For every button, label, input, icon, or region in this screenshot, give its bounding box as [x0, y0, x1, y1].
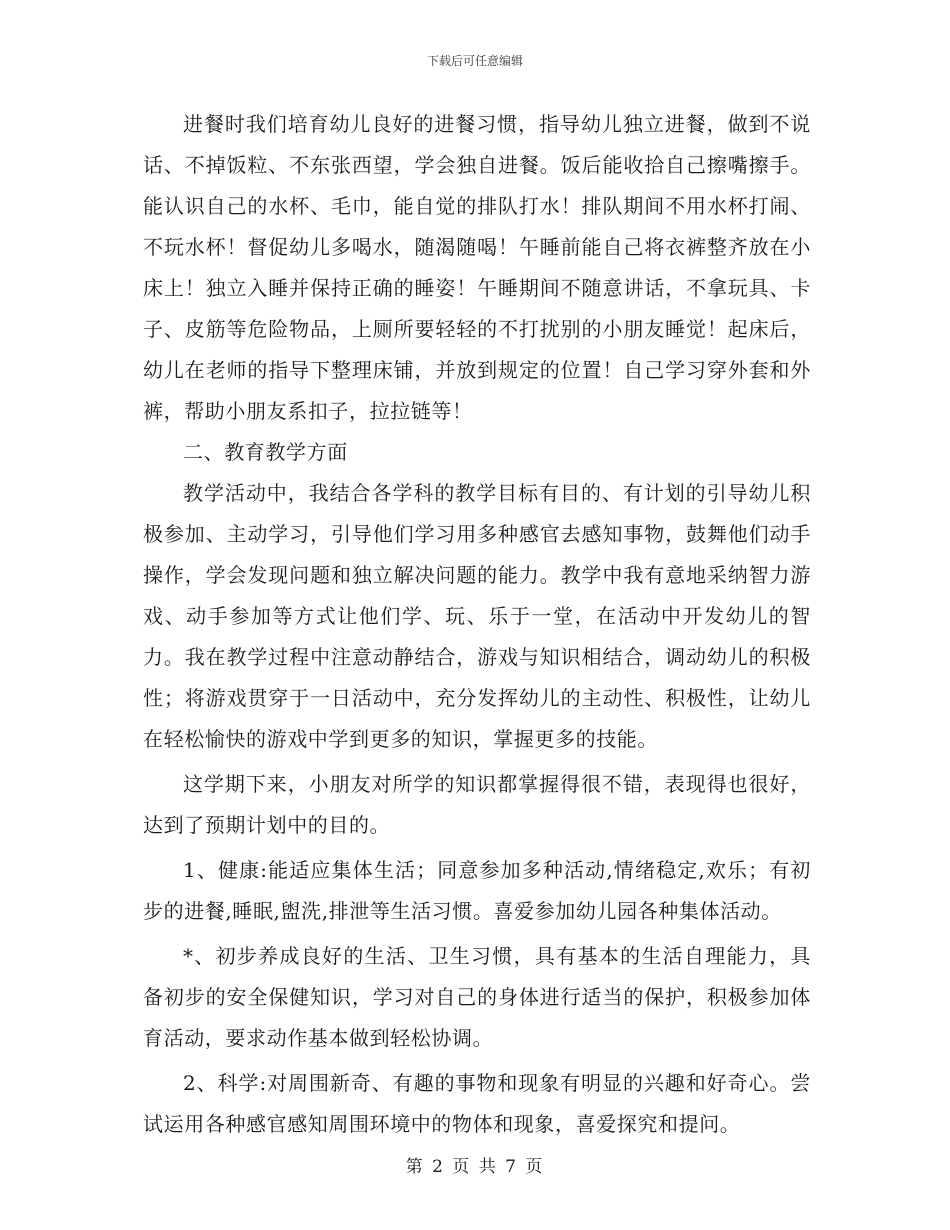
- paragraph-teaching-activities: 教学活动中，我结合各学科的教学目标有目的、有计划的引导幼儿积极参加、主动学习，引导他们学习用多种感官去感知事物，鼓舞他们动手操作，学会发现问题和独立解决问题的能力。教学中我有意地采纳智力游戏、动手参加等方式让他们学、玩、乐于一堂，在活动中开发幼儿的智力。我在教学过程中注意动静结合，游戏与知识相结合，调动幼儿的积极性；将游戏贯穿于一日活动中，充分发挥幼儿的主动性、积极性，让幼儿在轻松愉快的游戏中学到更多的知识，掌握更多的技能。: [143, 481, 811, 751]
- paragraph-meal-nap-routine: 进餐时我们培育幼儿良好的进餐习惯，指导幼儿独立进餐，做到不说话、不掉饭粒、不东张西望，学会独自进餐。饭后能收拾自己擦嘴擦手。能认识自己的水杯、毛巾，能自觉的排队打水！排队期间不用水杯打闹、不玩水杯！督促幼儿多喝水，随渴随喝！午睡前能自己将衣裤整齐放在小床上！独立入睡并保持正确的睡姿！午睡期间不随意讲话，不拿玩具、卡子、皮筋等危险物品，上厕所要轻轻的不打扰别的小朋友睡觉！起床后，幼儿在老师的指导下整理床铺，并放到规定的位置！自己学习穿外套和外裤，帮助小朋友系扣子，拉拉链等！: [143, 112, 811, 423]
- paragraph-semester-summary: 这学期下来，小朋友对所学的知识都掌握得很不错，表现得也很好，达到了预期计划中的目的。: [143, 772, 811, 837]
- paragraph-health: 1、健康:能适应集体生活；同意参加多种活动,情绪稳定,欢乐；有初步的进餐,睡眠,盥洗,排泄等生活习惯。喜爱参加幼儿园各种集体活动。: [143, 858, 811, 923]
- page-number: 第 2 页 共 7 页: [405, 1157, 545, 1177]
- paragraph-habits: *、初步养成良好的生活、卫生习惯，具有基本的生活自理能力，具备初步的安全保健知识，学习对自己的身体进行适当的保护，积极参加体育活动，要求动作基本做到轻松协调。: [143, 944, 811, 1050]
- document-body: [143, 104, 811, 1145]
- section-heading-education: 二、教育教学方面: [183, 440, 348, 464]
- paragraph-science: 2、科学:对周围新奇、有趣的事物和现象有明显的兴趣和好奇心。尝试运用各种感官感知周围环境中的物体和现象，喜爱探究和提问。: [143, 1071, 811, 1136]
- page-header: 下载后可任意编辑: [426, 54, 523, 68]
